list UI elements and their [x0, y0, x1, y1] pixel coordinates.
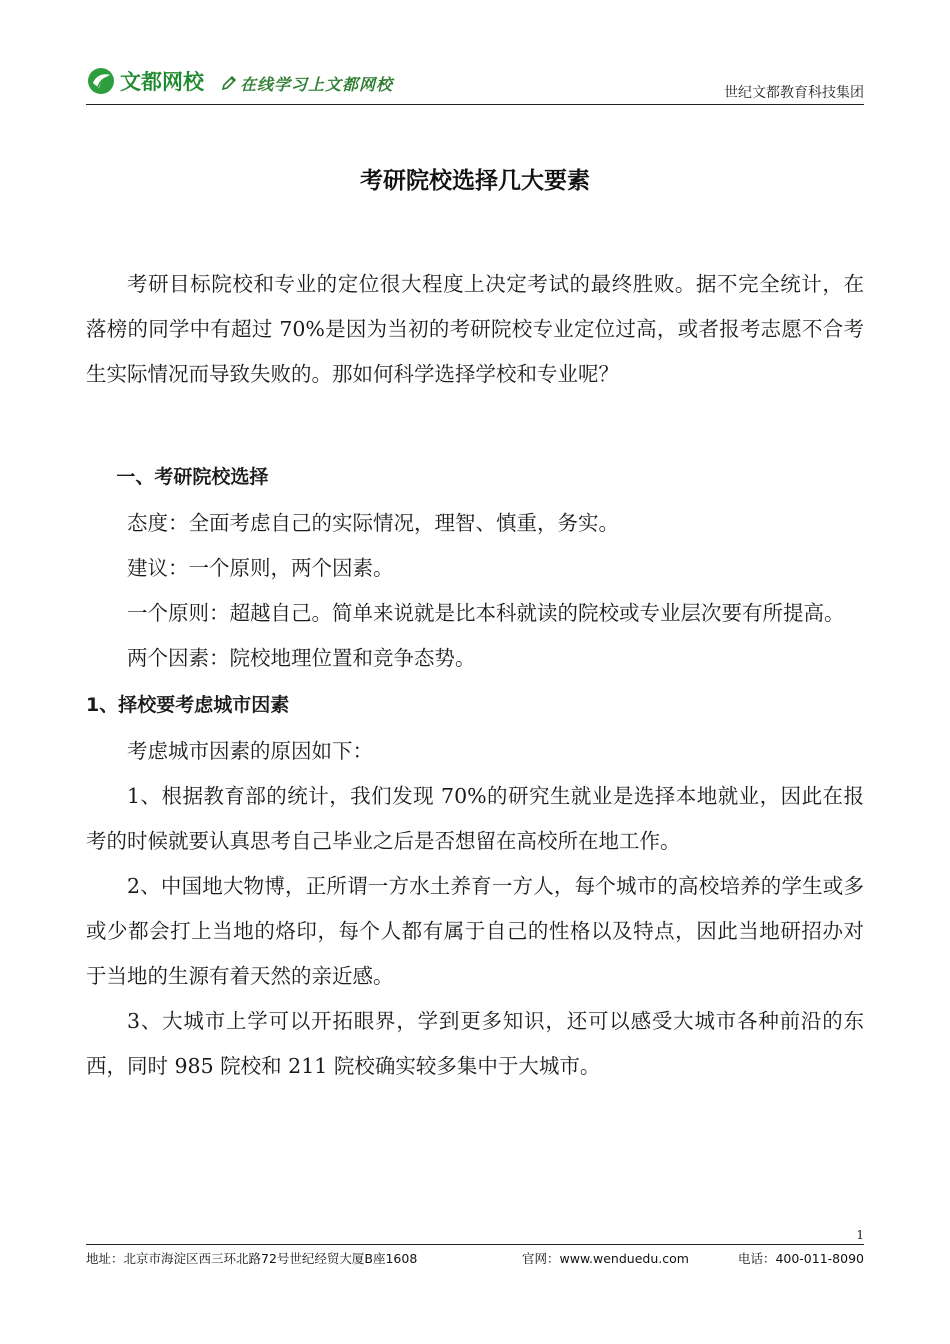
- point-paragraph: 1、根据教育部的统计，我们发现 70%的研究生就业是选择本地就业，因此在报考的时候就要认真思考自己毕业之后是否想留在高校所在地工作。: [86, 784, 864, 853]
- document-body: [86, 262, 864, 1089]
- lead-paragraph: 考虑城市因素的原因如下：: [127, 739, 373, 763]
- advice-paragraph: 建议：一个原则，两个因素。: [127, 556, 394, 580]
- page-footer: [86, 1244, 864, 1269]
- subsection-heading: 1、择校要考虑城市因素: [86, 694, 290, 716]
- footer-address: 地址：北京市海淀区西三环北路72号世纪经贸大厦B座1608: [86, 1251, 418, 1266]
- footer-phone: 电话：400-011-8090: [737, 1251, 864, 1266]
- section-heading: 一、考研院校选择: [116, 466, 269, 488]
- logo-text: 文都网校: [120, 70, 204, 94]
- point-paragraph: 2、中国地大物博，正所谓一方水土养育一方人，每个城市的高校培养的学生或多或少都会打上当地的烙印，每个人都有属于自己的性格以及特点，因此当地研招办对于当地的生源有着天然的亲近感。: [86, 874, 864, 988]
- principle-paragraph: 一个原则：超越自己。简单来说就是比本科就读的院校或专业层次要有所提高。: [127, 601, 845, 625]
- slogan: [220, 70, 393, 96]
- footer-website[interactable]: 官网：www.wenduedu.com: [522, 1251, 689, 1266]
- page-header: [86, 58, 864, 105]
- slogan-text: 在线学习上文都网校: [240, 74, 394, 94]
- factors-paragraph: 两个因素：院校地理位置和竞争态势。: [127, 646, 476, 670]
- point-paragraph: 3、大城市上学可以开拓眼界，学到更多知识，还可以感受大城市各种前沿的东西，同时 985 院校和 211 院校确实较多集中于大城市。: [86, 1009, 864, 1078]
- company-name: 世纪文都教育科技集团: [724, 85, 864, 101]
- page-number: 1: [856, 1228, 864, 1242]
- intro-paragraph: 考研目标院校和专业的定位很大程度上决定考试的最终胜败。据不完全统计，在落榜的同学中有超过 70%是因为当初的考研院校专业定位过高，或者报考志愿不合考生实际情况而导致失败的。那如何科学选择学校和专业呢？: [86, 272, 864, 386]
- document-title: 考研院校选择几大要素: [360, 168, 590, 194]
- brand-logo: [86, 64, 204, 98]
- wendu-logo-icon: [86, 66, 116, 96]
- attitude-paragraph: 态度：全面考虑自己的实际情况，理智、慎重，务实。: [127, 511, 619, 535]
- pencil-icon: [220, 74, 238, 92]
